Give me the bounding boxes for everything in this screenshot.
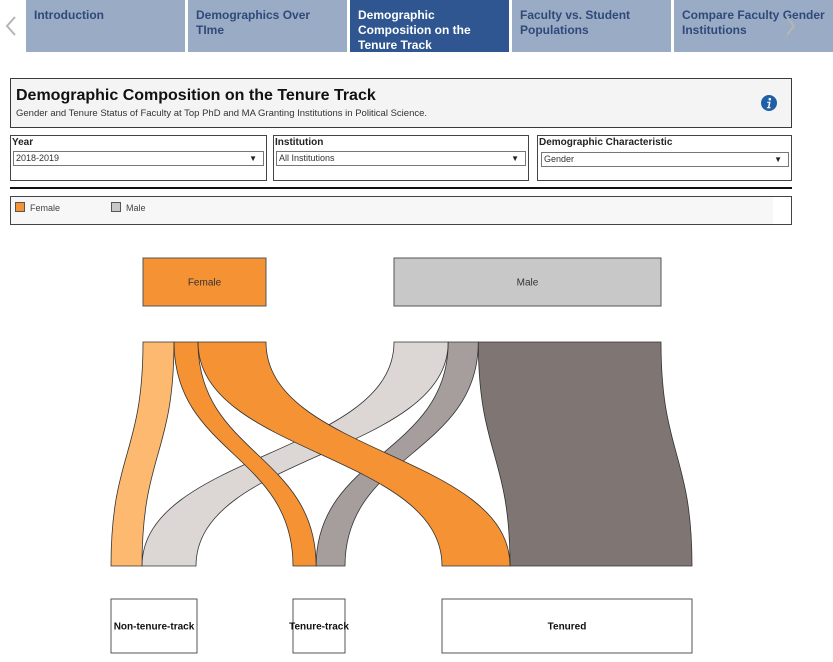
chevron-down-icon: ▼ bbox=[774, 155, 782, 164]
demographic-filter bbox=[537, 135, 792, 181]
source-node-label-male: Male bbox=[516, 277, 539, 289]
legend-swatch-female bbox=[15, 202, 25, 212]
tab-introduction[interactable]: Introduction bbox=[26, 0, 185, 52]
legend bbox=[10, 196, 792, 225]
legend-label-male: Male bbox=[126, 203, 146, 213]
tab-demographic-composition[interactable]: Demographic Composition on the Tenure Track bbox=[350, 0, 509, 52]
demographic-dropdown[interactable] bbox=[541, 152, 789, 167]
institution-dropdown[interactable] bbox=[276, 151, 526, 166]
tab-faculty-vs-student[interactable]: Faculty vs. Student Populations bbox=[512, 0, 671, 52]
flow-male-to-tenured bbox=[478, 342, 692, 566]
year-filter-label: Year bbox=[12, 137, 34, 148]
institution-filter-label: Institution bbox=[275, 137, 324, 148]
legend-swatch-male bbox=[111, 202, 121, 212]
institution-filter bbox=[273, 135, 529, 181]
year-filter bbox=[10, 135, 267, 181]
target-node-label-tenured: Tenured bbox=[547, 621, 587, 633]
page-header bbox=[10, 78, 792, 128]
institution-dropdown-value: All Institutions bbox=[279, 153, 335, 163]
demographic-dropdown-value: Gender bbox=[544, 154, 575, 164]
story-tabs bbox=[26, 0, 825, 52]
info-icon[interactable] bbox=[761, 95, 777, 111]
legend-label-female: Female bbox=[30, 203, 61, 213]
demographic-filter-label: Demographic Characteristic bbox=[539, 137, 673, 148]
sankey-chart bbox=[0, 230, 796, 662]
chevron-down-icon: ▼ bbox=[249, 154, 257, 163]
section-divider bbox=[10, 187, 792, 189]
target-node-label-tenure-track: Tenure-track bbox=[289, 621, 349, 633]
tab-scroll-right-icon[interactable] bbox=[784, 14, 798, 38]
tab-scroll-left-icon[interactable] bbox=[4, 14, 18, 38]
target-node-label-non-tenure-track: Non-tenure-track bbox=[113, 621, 195, 633]
chevron-down-icon: ▼ bbox=[511, 154, 519, 163]
year-dropdown[interactable] bbox=[13, 151, 264, 166]
tab-demographics-over-time[interactable]: Demographics Over TIme bbox=[188, 0, 347, 52]
page-title: Demographic Composition on the Tenure Track bbox=[16, 87, 376, 104]
page-subtitle: Gender and Tenure Status of Faculty at Top PhD and MA Granting Institutions in Political Science. bbox=[16, 108, 428, 119]
year-dropdown-value: 2018-2019 bbox=[16, 153, 60, 163]
source-node-label-female: Female bbox=[187, 277, 222, 289]
tab-compare-faculty-gender[interactable]: Compare Faculty Gender Institutions bbox=[674, 0, 833, 52]
